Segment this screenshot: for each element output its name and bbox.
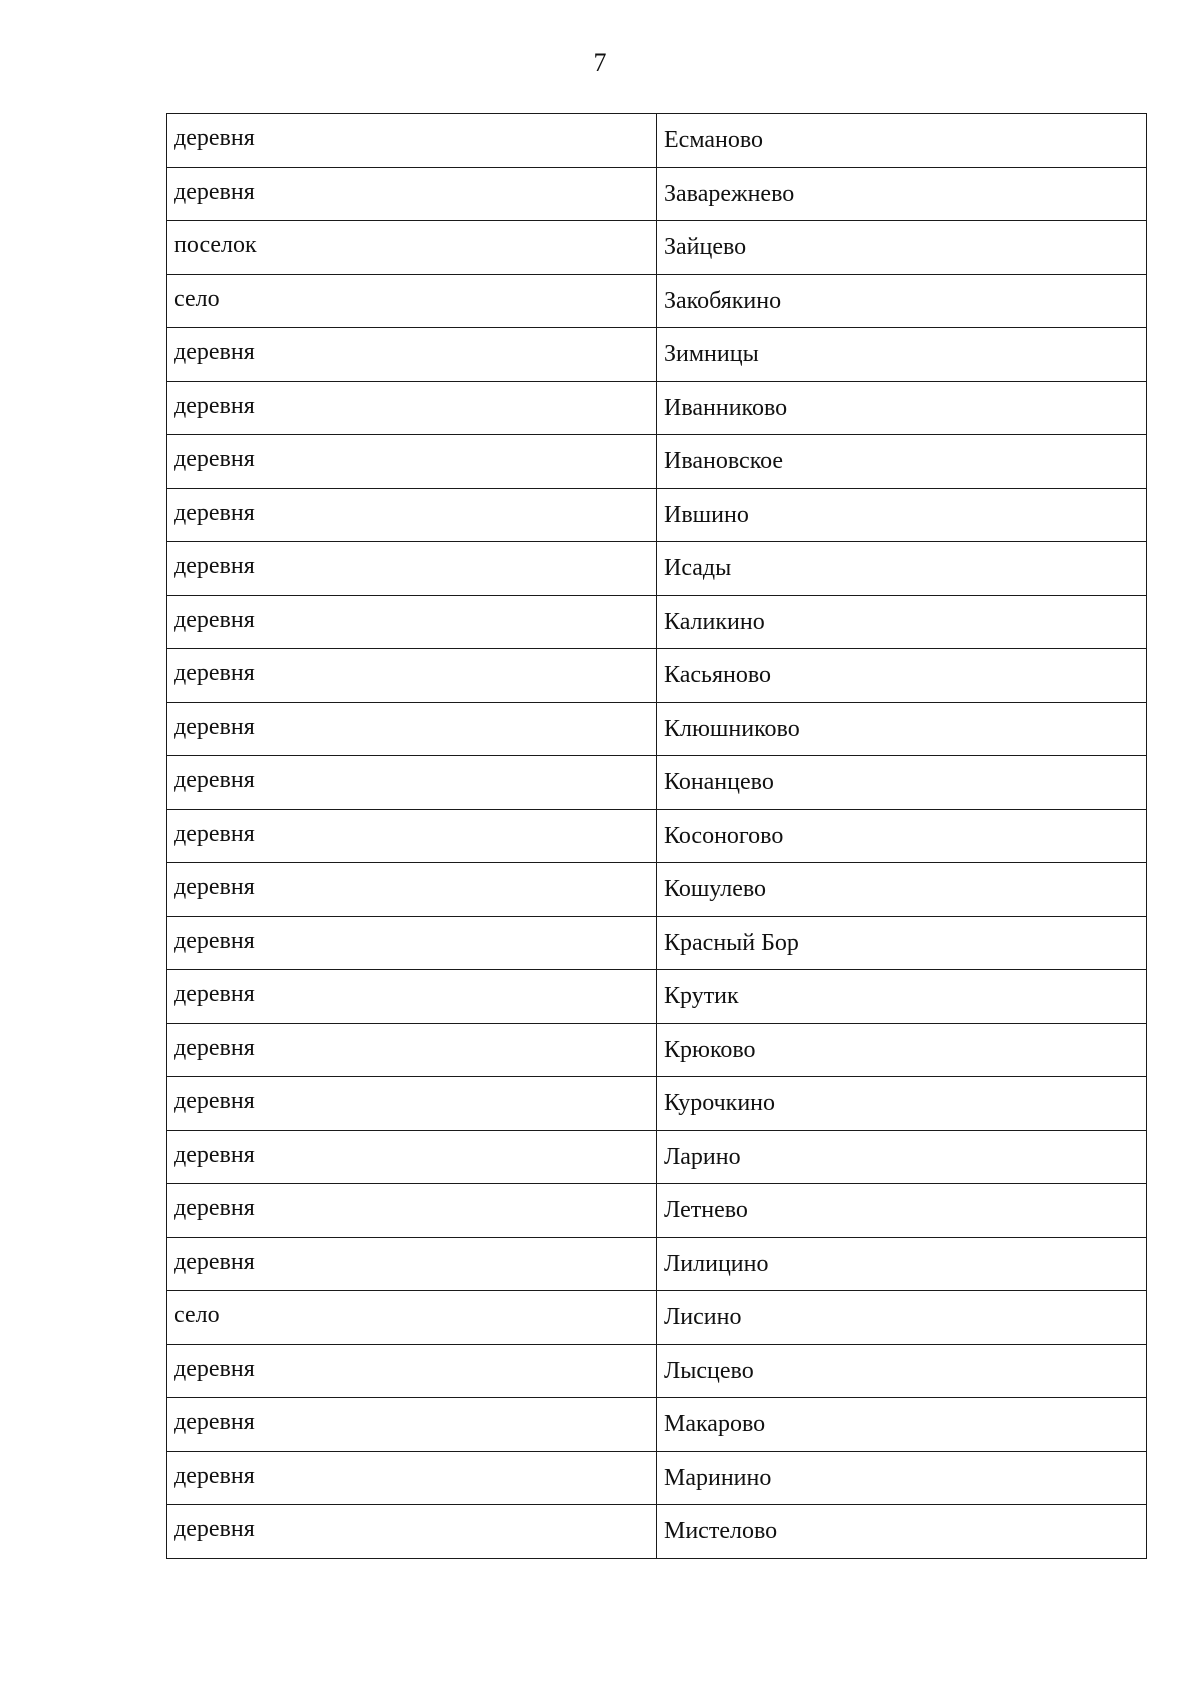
settlement-type-cell: деревня — [167, 1505, 657, 1559]
settlement-type-cell: деревня — [167, 649, 657, 703]
table-row — [167, 1344, 1147, 1398]
settlement-name-cell: Есманово — [657, 114, 1147, 168]
settlement-type-cell: деревня — [167, 114, 657, 168]
settlement-type-cell: деревня — [167, 1077, 657, 1131]
settlement-type-cell: деревня — [167, 1398, 657, 1452]
settlement-name-cell: Касьяново — [657, 649, 1147, 703]
settlement-name-cell: Крюково — [657, 1023, 1147, 1077]
table-row — [167, 542, 1147, 596]
settlement-name-cell: Курочкино — [657, 1077, 1147, 1131]
settlement-type-cell: село — [167, 1291, 657, 1345]
settlement-type-cell: деревня — [167, 328, 657, 382]
settlement-name-cell: Кошулево — [657, 863, 1147, 917]
settlement-name-cell: Иванниково — [657, 381, 1147, 435]
settlement-name-cell: Зайцево — [657, 221, 1147, 275]
settlement-name-cell: Заварежнево — [657, 167, 1147, 221]
table-row — [167, 1398, 1147, 1452]
settlement-type-cell: деревня — [167, 542, 657, 596]
table-row — [167, 488, 1147, 542]
table-row — [167, 1023, 1147, 1077]
settlement-type-cell: деревня — [167, 435, 657, 489]
settlement-type-cell: деревня — [167, 970, 657, 1024]
table-row — [167, 916, 1147, 970]
table-row — [167, 756, 1147, 810]
settlement-name-cell: Ивановское — [657, 435, 1147, 489]
settlement-name-cell: Мистелово — [657, 1505, 1147, 1559]
table-row — [167, 328, 1147, 382]
table-row — [167, 1505, 1147, 1559]
settlement-name-cell: Косоногово — [657, 809, 1147, 863]
settlement-name-cell: Маринино — [657, 1451, 1147, 1505]
settlement-name-cell: Ившино — [657, 488, 1147, 542]
settlement-name-cell: Лисино — [657, 1291, 1147, 1345]
page-number: 7 — [593, 48, 607, 77]
table-row — [167, 1184, 1147, 1238]
table-row — [167, 863, 1147, 917]
settlements-table — [166, 113, 1146, 1559]
table-row — [167, 435, 1147, 489]
settlement-type-cell: деревня — [167, 1237, 657, 1291]
settlement-type-cell: деревня — [167, 488, 657, 542]
settlement-type-cell: деревня — [167, 1130, 657, 1184]
table-row — [167, 114, 1147, 168]
table-row — [167, 1130, 1147, 1184]
settlement-name-cell: Исады — [657, 542, 1147, 596]
table-row — [167, 1451, 1147, 1505]
settlement-type-cell: деревня — [167, 756, 657, 810]
settlement-name-cell: Летнево — [657, 1184, 1147, 1238]
settlement-type-cell: деревня — [167, 595, 657, 649]
settlement-name-cell: Ларино — [657, 1130, 1147, 1184]
settlement-type-cell: деревня — [167, 1023, 657, 1077]
settlement-type-cell: деревня — [167, 1184, 657, 1238]
settlement-type-cell: деревня — [167, 167, 657, 221]
settlement-name-cell: Крутик — [657, 970, 1147, 1024]
settlement-type-cell: поселок — [167, 221, 657, 275]
table-row — [167, 381, 1147, 435]
settlement-type-cell: деревня — [167, 916, 657, 970]
table-row — [167, 167, 1147, 221]
table-row — [167, 702, 1147, 756]
settlement-name-cell: Закобякино — [657, 274, 1147, 328]
table-row — [167, 1077, 1147, 1131]
settlement-name-cell: Каликино — [657, 595, 1147, 649]
settlement-name-cell: Красный Бор — [657, 916, 1147, 970]
settlement-name-cell: Зимницы — [657, 328, 1147, 382]
table-row — [167, 970, 1147, 1024]
table-row — [167, 809, 1147, 863]
settlement-name-cell: Лилицино — [657, 1237, 1147, 1291]
settlement-type-cell: деревня — [167, 1344, 657, 1398]
table-row — [167, 274, 1147, 328]
table-body — [167, 114, 1147, 1559]
settlement-name-cell: Макарово — [657, 1398, 1147, 1452]
table-row — [167, 1291, 1147, 1345]
settlement-type-cell: деревня — [167, 809, 657, 863]
settlement-type-cell: село — [167, 274, 657, 328]
settlement-name-cell: Лысцево — [657, 1344, 1147, 1398]
table-row — [167, 221, 1147, 275]
settlement-type-cell: деревня — [167, 863, 657, 917]
settlement-type-cell: деревня — [167, 1451, 657, 1505]
table-row — [167, 595, 1147, 649]
table-row — [167, 1237, 1147, 1291]
settlement-name-cell: Клюшниково — [657, 702, 1147, 756]
settlement-type-cell: деревня — [167, 381, 657, 435]
settlement-type-cell: деревня — [167, 702, 657, 756]
settlement-name-cell: Конанцево — [657, 756, 1147, 810]
settlements-table-grid — [166, 113, 1147, 1559]
table-row — [167, 649, 1147, 703]
